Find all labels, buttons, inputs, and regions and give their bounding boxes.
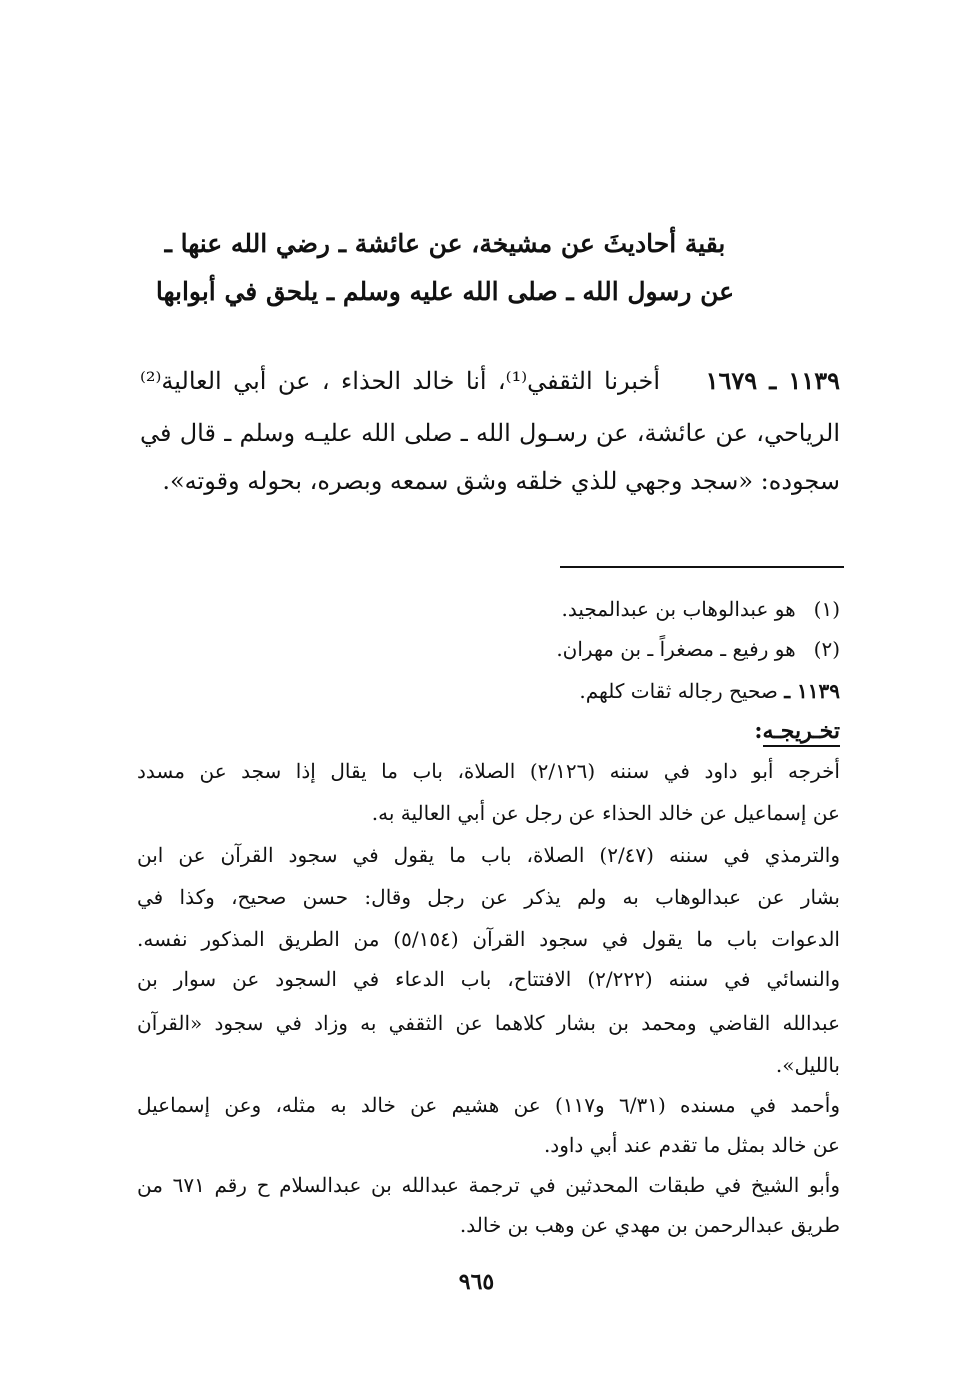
takhrij-line-9: وأحمد في مسنده (٦/٣١ و١١٧) عن هشيم عن خالد به مثله، وعن إسماعيل bbox=[137, 1093, 841, 1117]
grading-number: ١١٣٩ ـ bbox=[784, 679, 840, 703]
footnote-2-mark: (٢) bbox=[813, 637, 840, 661]
takhrij-line-3: والترمذي في سننه (٢/٤٧) الصلاة، باب ما يقول في سجود القرآن عن ابن bbox=[137, 843, 840, 867]
hadith-line-3: سجوده: «سجد وجهي للذي خلقه وشق سمعه وبصره، بحوله وقوته». bbox=[162, 467, 840, 495]
hadith-line-1 bbox=[140, 358, 840, 404]
grading-text: صحيح رجاله ثقات كلهم. bbox=[579, 679, 778, 703]
footnote-2 bbox=[140, 630, 840, 668]
takhrij-line-5: الدعوات باب ما يقول في سجود القرآن (٥/١٥٤) من الطريق المذكور نفسه. bbox=[137, 927, 840, 951]
footnote-2-text: هو رفيع ـ مصغراً ـ بن مهران. bbox=[556, 637, 796, 661]
takhrij-line-6: والنسائي في سننه (٢/٢٢٢) الافتتاح، باب الدعاء في السجود عن سوار بن bbox=[137, 967, 840, 991]
hadith-line-2: الرياحي، عن عائشة، عن رسـول الله ـ صلى الله عليـه وسلم ـ قال في bbox=[140, 419, 840, 447]
takhrij-line-8: بالليل». bbox=[775, 1053, 840, 1077]
hadith-number: ١١٣٩ ـ ١٦٧٩ bbox=[705, 366, 840, 395]
grading-line bbox=[140, 672, 840, 710]
takhrij-line-4: بشار عن عبدالوهاب به ولم يذكر عن رجل وقال: حسن صحيح، وكذا في bbox=[137, 885, 840, 909]
takhrij-line-12: طريق عبدالرحمن بن مهدي عن وهب بن خالد. bbox=[459, 1213, 840, 1237]
takhrij-line-1: أخرجه أبو داود في سننه (٢/١٢٦) الصلاة، باب ما يقال إذا سجد عن مسدد bbox=[137, 759, 840, 783]
footnote-1-mark: (١) bbox=[813, 597, 840, 621]
chapter-title-line-2: عن رسول الله ـ صلى الله عليه وسلم ـ يلحق في أبوابها bbox=[155, 277, 735, 306]
takhrij-heading bbox=[754, 712, 840, 750]
hadith-line-1-text: أخبرنا الثقفي⁽¹⁾، أنا خالد الحذاء ، عن أبي العالية⁽²⁾ bbox=[140, 367, 660, 395]
takhrij-line-10: عن خالد بمثل ما تقدم عند أبي داود. bbox=[543, 1133, 840, 1157]
footnote-1-text: هو عبدالوهاب بن عبدالمجيد. bbox=[561, 597, 796, 621]
chapter-title-line-1: بقية أحاديثَ عن مشيخة، عن عائشة ـ رضي الله عنها ـ bbox=[164, 229, 726, 258]
takhrij-line-7: عبدالله القاضي ومحمد بن بشار كلاهما عن الثقفي به وزاد في سجود «القرآن bbox=[137, 1011, 840, 1035]
takhrij-heading-colon: : bbox=[754, 718, 763, 744]
takhrij-line-11: وأبو الشيخ في طبقات المحدثين في ترجمة عبدالله بن عبدالسلام ح رقم ٦٧١ من bbox=[137, 1173, 841, 1197]
footnote-separator bbox=[560, 566, 844, 568]
page-number: ٩٦٥ bbox=[458, 1269, 495, 1295]
footnote-1 bbox=[140, 590, 840, 628]
takhrij-heading-text: تخـريجـه bbox=[763, 718, 840, 747]
takhrij-line-2: عن إسماعيل عن خالد الحذاء عن رجل عن أبي العالية به. bbox=[371, 801, 840, 825]
